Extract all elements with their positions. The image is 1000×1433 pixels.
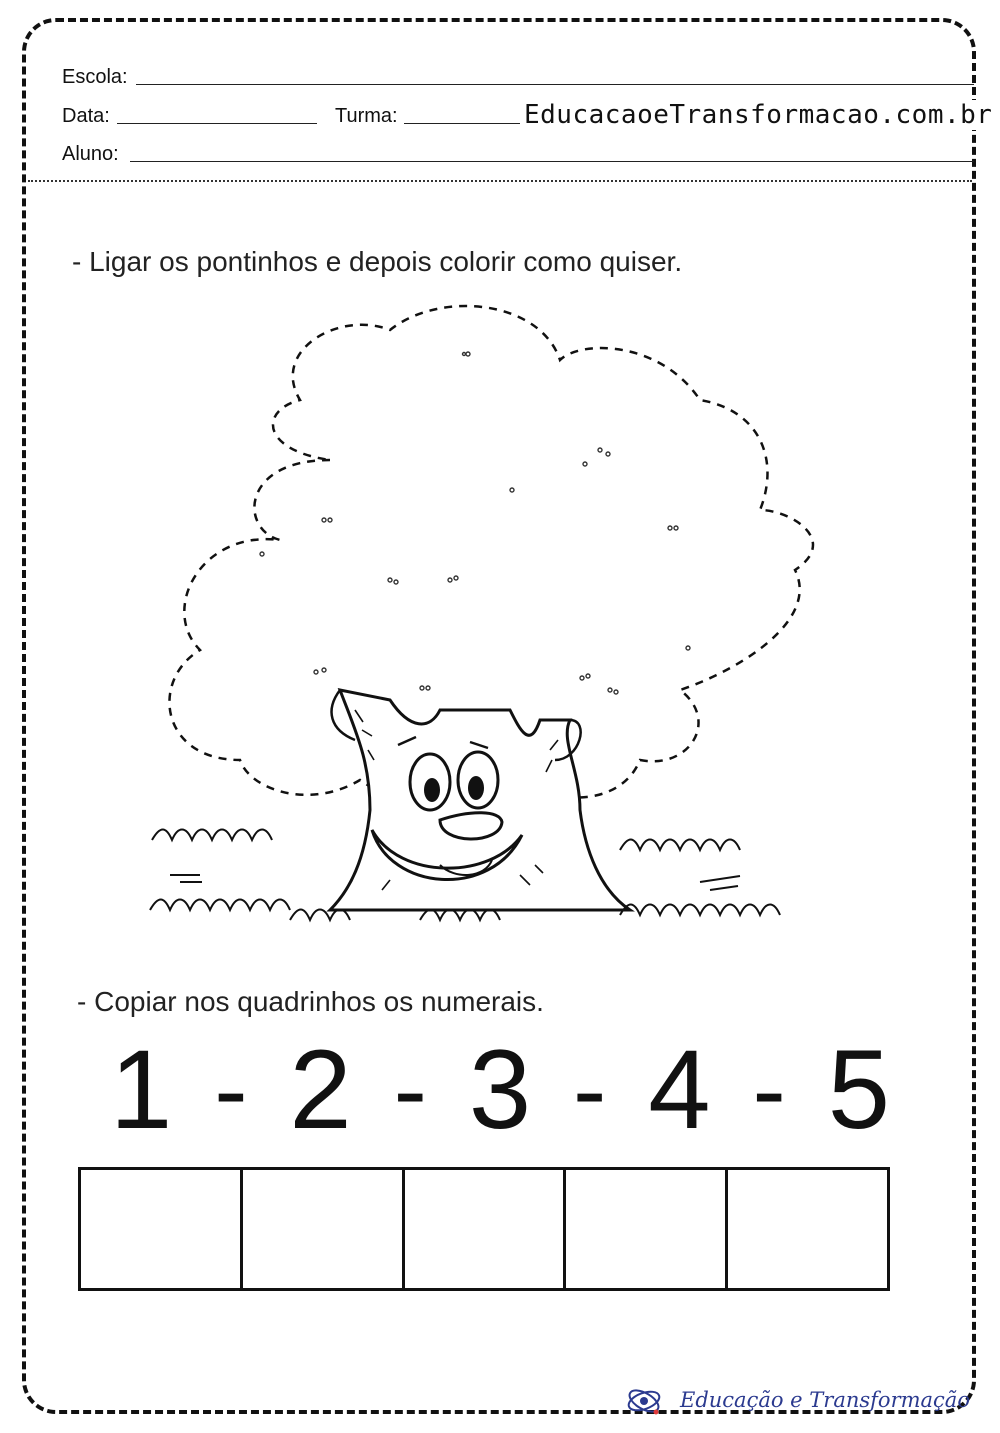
tree-nose [440,813,502,839]
escola-label: Escola: [62,66,128,88]
header-separator [28,180,972,182]
numeral-separator: - [752,1034,786,1146]
escola-field[interactable] [136,84,974,85]
site-url-watermark: EducacaoeTransformacao.com.br [520,100,996,130]
numeral-4: 4 [648,1027,711,1152]
copy-box-4[interactable] [566,1170,728,1288]
instruction-copy-numerals: - Copiar nos quadrinhos os numerais. [77,986,544,1017]
brand-name: Educação e Transformação [680,1388,970,1412]
tree-illustration [140,290,820,950]
data-field[interactable] [117,123,317,124]
turma-label: Turma: [335,105,398,127]
numeral-sequence [110,1027,890,1152]
aluno-label: Aluno: [62,143,119,165]
copy-boxes [78,1167,890,1291]
copy-box-2[interactable] [243,1170,405,1288]
copy-box-1[interactable] [81,1170,243,1288]
numeral-separator: - [393,1034,427,1146]
copy-box-3[interactable] [405,1170,567,1288]
numeral-separator: - [573,1034,607,1146]
numeral-3: 3 [468,1027,532,1152]
instruction-connect-dots: - Ligar os pontinhos e depois colorir como quiser. [72,246,683,277]
data-label: Data: [62,105,110,127]
numeral-2: 2 [289,1027,352,1152]
brand-logo-icon [626,1384,662,1418]
canopy-dots [260,352,690,694]
copy-box-5[interactable] [728,1170,887,1288]
aluno-field[interactable] [130,161,974,162]
numeral-separator: - [214,1034,248,1146]
numeral-5: 5 [827,1027,890,1152]
numeral-1: 1 [110,1027,173,1152]
